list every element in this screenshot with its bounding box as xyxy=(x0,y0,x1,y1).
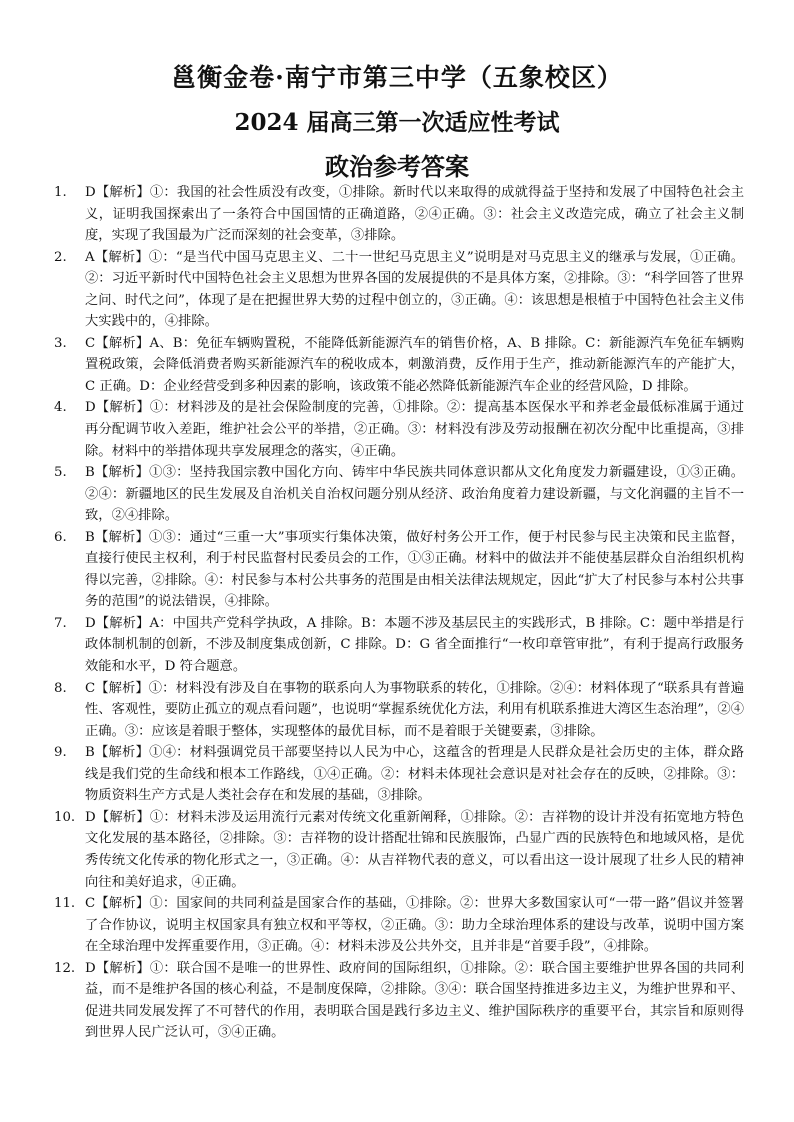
answer-item-12 xyxy=(54,958,744,1044)
answer-item-7 xyxy=(54,613,744,678)
answer-item-5 xyxy=(54,462,744,527)
answer-number: 8. xyxy=(54,680,67,696)
answer-text: D【解析】①：我国的社会性质没有改变，①排除。新时代以来取得的成就得益于坚持和发展了中国特色社会主义，证明我国探索出了一条符合中国国情的正确道路，②④正确。③：社会主义改造完成，确立了社会主义制度，实现了我国最为广泛而深刻的社会变革，③排除。 xyxy=(85,185,744,244)
answer-number: 11. xyxy=(54,896,76,912)
answer-text: C【解析】A、B：免征车辆购置税，不能降低新能源汽车的销售价格，A、B 排除。C：新能源汽车免征车辆购置税政策，会降低消费者购买新能源汽车的税收成本，刺激消费，反作用于生产，推动新能源汽车的产能扩大，C 正确。D：企业经营受到多种因素的影响，该政策不能必然降低新能源汽车企业的经营风险，D 排除。 xyxy=(85,335,744,394)
answer-item-1 xyxy=(54,182,744,247)
answer-number: 5. xyxy=(54,465,67,481)
answer-number: 9. xyxy=(54,745,67,761)
answer-item-9 xyxy=(54,742,744,807)
exam-series-title: 邕衡金卷·南宁市第三中学（五象校区） xyxy=(171,63,623,92)
answer-number: 4. xyxy=(54,400,67,416)
answer-item-2 xyxy=(54,247,744,333)
answer-text: B【解析】①④：材料强调党员干部要坚持以人民为中心，这蕴含的哲理是人民群众是社会历史的主体，群众路线是我们党的生命线和根本工作路线，①④正确。②：材料未体现社会意识是对社会存在的反映，②排除。③：物质资料生产方式是人类社会存在和发展的基础，③排除。 xyxy=(85,745,744,804)
answer-key-title: 政治参考答案 xyxy=(325,152,469,181)
answer-text: D【解析】①：材料涉及的是社会保险制度的完善，①排除。②：提高基本医保水平和养老金最低标准属于通过再分配调节收入差距，维护社会公平的举措，②正确。③：材料没有涉及劳动报酬在初次分配中比重提高，③排除。材料中的举措体现共享发展理念的落实，④正确。 xyxy=(85,400,744,459)
answer-number: 12. xyxy=(54,960,76,976)
answer-text: A【解析】①：“是当代中国马克思主义、二十一世纪马克思主义”说明是对马克思主义的继承与发展，①正确。②：习近平新时代中国特色社会主义思想为世界各国的发展提供的不是具体方案，②排除。③：“科学回答了世界之问、时代之问”，体现了是在把握世界大势的过程中创立的，③正确。④：该思想是根植于中国特色社会主义伟大实践中的，④排除。 xyxy=(85,249,744,330)
answer-number: 10. xyxy=(54,809,76,825)
answer-item-3 xyxy=(54,333,744,398)
answer-item-6 xyxy=(54,527,744,613)
answer-text: B【解析】①③：通过“三重一大”事项实行集体决策，做好村务公开工作，便于村民参与民主决策和民主监督，直接行使民主权利，利于村民监督村民委员会的工作，①③正确。材料中的做法并不能使基层群众自治组织机构得以完善，②排除。④：村民参与本村公共事务的范围是由相关法律法规规定，因此“扩大了村民参与本村公共事务的范围”的说法错误，④排除。 xyxy=(85,529,744,610)
answer-number: 2. xyxy=(54,249,67,265)
answer-number: 3. xyxy=(54,335,67,351)
answer-list xyxy=(54,182,744,1044)
answer-text: C【解析】①：材料没有涉及自在事物的联系向人为事物联系的转化，①排除。②④：材料体现了“联系具有普遍性、客观性，要防止孤立的观点看问题”，也说明“掌握系统优化方法，利用有机联系推进大湾区生态治理”，②④正确。③：应该是着眼于整体，实现整体的最优目标，而不是着眼于关键要素，③排除。 xyxy=(85,680,744,739)
answer-text: D【解析】A：中国共产党科学执政，A 排除。B：本题不涉及基层民主的实践形式，B 排除。C：题中举措是行政体制机制的创新，不涉及制度集成创新，C 排除。D：G 省全面推行“一枚印章管审批”，有利于提高行政服务效能和水平，D 符合题意。 xyxy=(85,615,744,675)
exam-name-title: 2024 届高三第一次适应性考试 xyxy=(234,109,560,136)
answer-item-8 xyxy=(54,678,744,743)
answer-text: D【解析】①：联合国不是唯一的世界性、政府间的国际组织，①排除。②：联合国主要维护世界各国的共同利益，而不是维护各国的核心利益，不是制度保障，②排除。③④：联合国坚持推进多边主义，为维护世界和平、促进共同发展发挥了不可替代的作用，表明联合国是践行多边主义、维护国际秩序的重要平台，其宗旨和原则得到世界人民广泛认可，③④正确。 xyxy=(85,960,744,1041)
answer-text: D【解析】①：材料未涉及运用流行元素对传统文化重新阐释，①排除。②：吉祥物的设计并没有拓宽地方特色文化发展的基本路径，②排除。③：吉祥物的设计搭配壮锦和民族服饰，凸显广西的民族特色和地域风格，是优秀传统文化传承的物化形式之一，③正确。④：从吉祥物代表的意义，可以看出这一设计展现了壮乡人民的精神向往和美好追求，④正确。 xyxy=(85,809,744,890)
answer-number: 7. xyxy=(54,615,67,631)
answer-number: 6. xyxy=(54,529,67,545)
answer-item-11 xyxy=(54,893,744,958)
answer-number: 1. xyxy=(54,185,67,200)
answer-text: B【解析】①③：坚持我国宗教中国化方向、铸牢中华民族共同体意识都从文化角度发力新疆建设，①③正确。②④：新疆地区的民生发展及自治机关自治权问题分别从经济、政治角度着力建设新疆，与文化润疆的主旨不一致，②④排除。 xyxy=(85,465,744,524)
answer-text: C【解析】①：国家间的共同利益是国家合作的基础，①排除。②：世界大多数国家认可“一带一路”倡议并签署了合作协议，说明主权国家具有独立权和平等权，②正确。③：助力全球治理体系的建设与改革，说明中国方案在全球治理中发挥重要作用，③正确。④：材料未涉及公共外交，且并非是“首要手段”，④排除。 xyxy=(85,896,744,955)
answer-item-4 xyxy=(54,397,744,462)
answer-item-10 xyxy=(54,807,744,893)
